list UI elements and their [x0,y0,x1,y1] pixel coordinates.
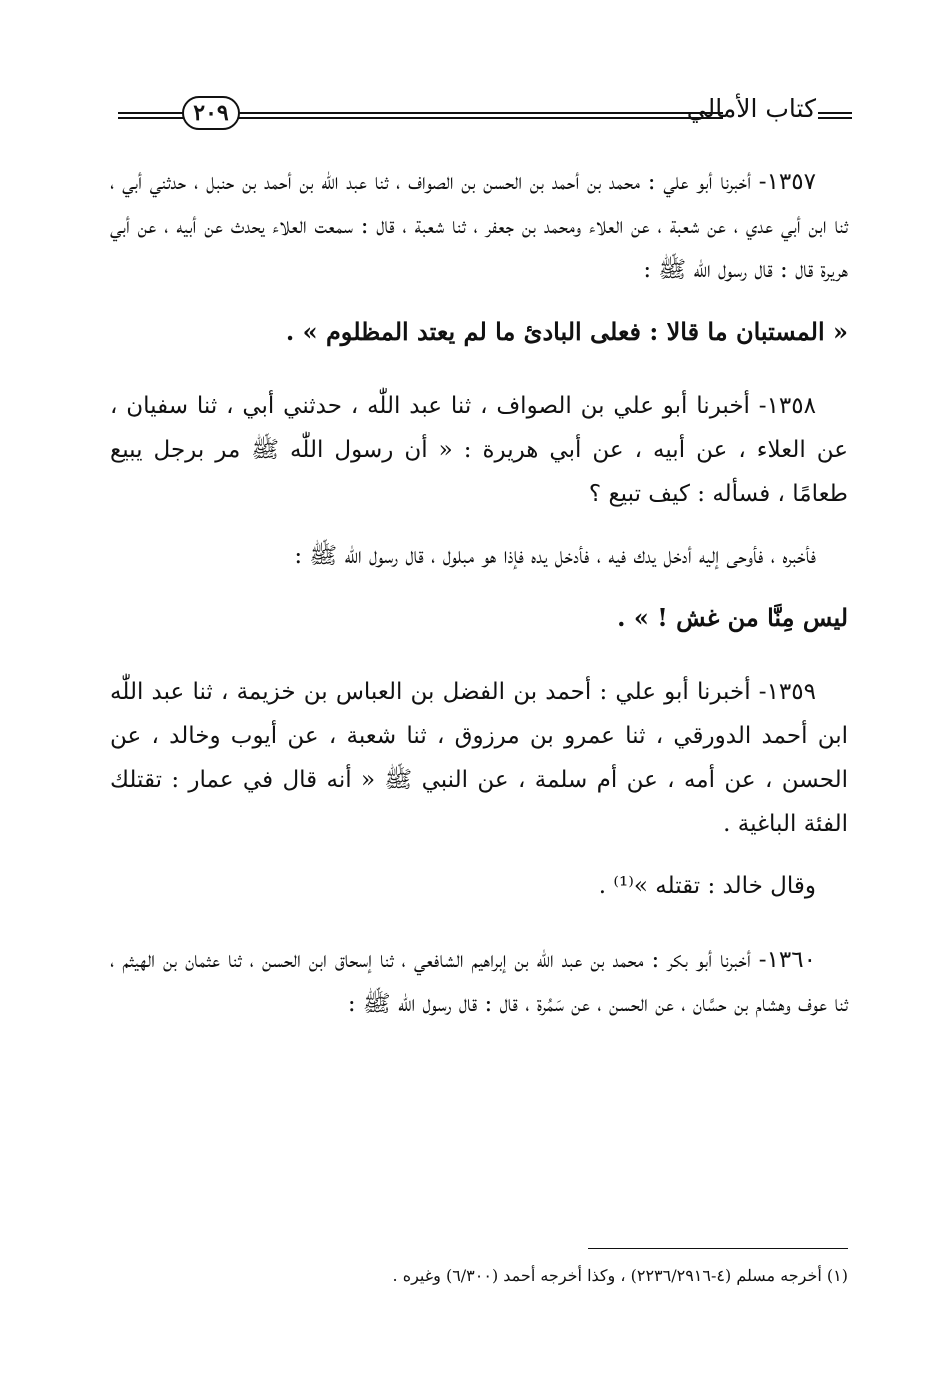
page-header [118,92,852,136]
page-number-badge [182,96,240,130]
hadith-continuation: وقال خالد : تقتله »⁽¹⁾ . [598,873,816,899]
page-body [110,160,848,1056]
hadith-isnad: ١٣٥٧- أخبرنا أبو علي : محمد بن أحمد بن الحسن بن الصواف ، ثنا عبد اللّٰه بن أحمد بن حنبل ، حدثني أبي ، ثنا ابن أبي عدي ، عن شعبة ، عن العلاء ومحمد بن جعفر ، ثنا شعبة ، قال : سمعت العلاء يحدث عن أبيه ، عن أبي هريرة قال : قال رسول اللّٰه ﷺ : [110,169,848,283]
footnote-1: (١) أخرجه مسلم (٤-٢٢٣٦/٢٩١٦) ، وكذا أخرجه أحمد (٦/٣٠٠) وغيره . [392,1266,848,1285]
hadith-1360 [110,938,848,1026]
hadith-1358 [110,384,848,640]
header-rule-middle [238,112,723,119]
hadith-1357 [110,160,848,354]
header-rule-left [118,112,184,119]
hadith-isnad: ١٣٥٨- أخبرنا أبو علي بن الصواف ، ثنا عبد اللّٰه ، حدثني أبي ، ثنا سفيان ، عن العلاء ، عن أبيه ، عن أبي هريرة : « أن رسول اللّٰه ﷺ مر برجل يبيع طعامًا ، فسأله : كيف تبيع ؟ [110,393,848,507]
book-title: كتاب الأمالي [686,94,816,123]
header-rule-right [818,112,852,119]
page-number: ٢٠٩ [193,100,229,126]
hadith-isnad: ١٣٥٩- أخبرنا أبو علي : أحمد بن الفضل بن العباس بن خزيمة ، ثنا عبد اللّٰه ابن أحمد الدورقي ، ثنا عمرو بن مرزوق ، ثنا شعبة ، عن أيوب وخالد ، عن الحسن ، عن أمه ، عن أم سلمة ، عن النبي ﷺ « أنه قال في عمار : تقتلك الفئة الباغية . [110,679,848,837]
hadith-matn: « المستبان ما قالا : فعلى البادئ ما لم يعتد المظلوم » . [285,317,848,346]
hadith-continuation: فأخبره ، فأوحى إليه أدخل يدك فيه ، فأدخل يده فإذا هو مبلول ، قال رسول اللّٰه ﷺ : [294,543,816,569]
footnotes [110,1248,848,1289]
hadith-isnad: ١٣٦٠- أخبرنا أبو بكر : محمد بن عبد اللّٰه بن إبراهيم الشافعي ، ثنا إسحاق ابن الحسن ، ثنا عثمان بن الهيثم ، ثنا عوف وهشام بن حسَّان ، عن الحسن ، عن سَمُرة ، قال : قال رسول اللّٰه ﷺ : [110,947,848,1017]
hadith-matn: ليس مِنَّا من غش ! » . [617,603,848,632]
hadith-1359 [110,670,848,908]
footnote-divider [588,1248,848,1249]
